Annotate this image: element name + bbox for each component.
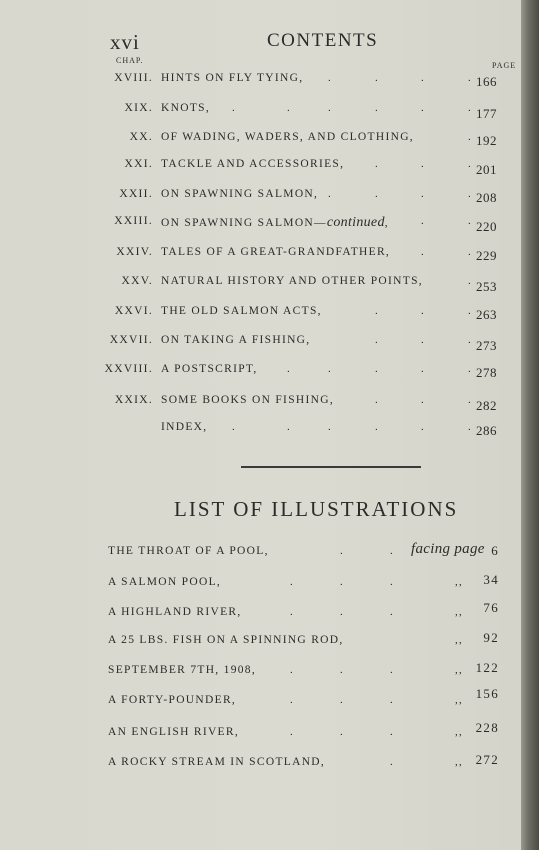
illustration-entry [0,720,521,746]
illustration-entry [0,686,521,714]
leader-dot: . [375,305,380,317]
leader-dot: . [390,606,395,618]
leader-dot: . [375,363,380,375]
contents-entry [0,305,521,325]
leader-dot: . [468,421,473,433]
leader-dot: . [328,421,333,433]
contents-entry [0,188,521,208]
chapter-title: OF WADING, WADERS, AND CLOTHING, [161,131,414,143]
chapter-number: XXII. [119,188,153,200]
contents-entry [0,72,521,92]
leader-dot: . [468,394,473,406]
illustration-page: 34 [483,572,499,587]
leader-dot: . [340,664,345,676]
ditto-mark: ,, [455,694,464,706]
chapter-title: THE OLD SALMON ACTS, [161,305,322,317]
illustration-page: 122 [475,660,499,675]
leader-dot: . [421,394,426,406]
leader-dot: . [390,576,395,588]
contents-entry [0,421,521,441]
leader-dot: . [340,694,345,706]
leader-dot: . [328,72,333,84]
leader-dot: . [390,756,395,768]
page-edge [521,0,539,850]
chapter-title: ON TAKING A FISHING, [161,334,311,346]
illustration-entry [0,541,521,565]
page-folio: xvi [110,30,140,54]
chapter-number: XVIII. [114,72,153,84]
ditto-mark: ,, [455,634,464,646]
illustration-title: A SALMON POOL, [108,576,222,588]
chapter-number: XXIII. [114,215,153,227]
chapter-title: A POSTSCRIPT, [161,363,258,375]
illustration-entry [0,572,521,596]
page-number: 273 [476,338,497,353]
leader-dot: . [375,158,380,170]
page-number: 177 [476,106,497,121]
leader-dot: . [468,246,473,258]
illustration-page: 272 [475,752,499,767]
leader-dot: . [290,726,295,738]
leader-dot: . [421,246,426,258]
leader-dot: . [468,363,473,375]
chapter-title: SOME BOOKS ON FISHING, [161,394,335,406]
illustration-entry [0,660,521,684]
chapter-title: KNOTS, [161,102,211,114]
chapter-title: ON SPAWNING SALMON—continued, [161,215,389,230]
chapter-number: XXV. [121,275,153,287]
leader-dot: . [468,102,473,114]
leader-dot: . [468,305,473,317]
leader-dot: . [421,421,426,433]
page-number: 253 [476,279,497,294]
leader-dot: . [340,545,345,557]
leader-dot: . [390,726,395,738]
illustration-entry [0,630,521,654]
leader-dot: . [375,72,380,84]
page-number: 201 [476,162,497,177]
chapter-number: XXVI. [114,305,153,317]
leader-dot: . [390,545,395,557]
illustration-page: 6 [491,543,499,558]
page-number: 220 [476,219,497,234]
page-number: 166 [476,74,497,89]
leader-dot: . [421,72,426,84]
leader-dot: . [287,421,292,433]
leader-dot: . [421,363,426,375]
page-number: 263 [476,307,497,322]
contents-entry [0,215,521,235]
illustration-title: A 25 LBS. FISH ON A SPINNING ROD, [108,634,344,646]
illustration-page: 228 [475,720,499,735]
leader-dot: . [328,363,333,375]
leader-dot: . [340,726,345,738]
illustration-title: SEPTEMBER 7TH, 1908, [108,664,257,676]
page-number: 286 [476,423,497,438]
leader-dot: . [375,102,380,114]
ditto-mark: ,, [455,756,464,768]
chapter-number: XXIV. [116,246,153,258]
leader-dot: . [468,158,473,170]
chapter-number: XXI. [124,158,153,170]
page-number: 229 [476,248,497,263]
leader-dot: . [375,188,380,200]
contents-entry [0,102,521,122]
contents-entry [0,394,521,414]
chapter-title: TALES OF A GREAT-GRANDFATHER, [161,246,391,258]
chapter-number: XXVIII. [104,363,153,375]
contents-entry [0,246,521,266]
leader-dot: . [468,275,473,287]
ditto-mark: ,, [455,606,464,618]
leader-dot: . [468,188,473,200]
leader-dot: . [328,102,333,114]
illustration-title: A HIGHLAND RIVER, [108,606,242,618]
leader-dot: . [421,305,426,317]
page-number: 278 [476,365,497,380]
illustration-title: THE THROAT OF A POOL, [108,545,269,557]
leader-dot: . [421,158,426,170]
illustrations-heading: LIST OF ILLUSTRATIONS [174,497,459,521]
chapter-number: XXVII. [109,334,153,346]
page-label: PAGE [492,61,517,70]
page-number: 208 [476,190,497,205]
section-divider [241,466,421,468]
chapter-number: XX. [129,131,153,143]
leader-dot: . [290,694,295,706]
leader-dot: . [468,131,473,143]
illustration-entry [0,752,521,776]
illustration-entry [0,600,521,626]
leader-dot: . [340,606,345,618]
ditto-mark: ,, [455,576,464,588]
leader-dot: . [290,576,295,588]
leader-dot: . [375,394,380,406]
facing-page-label: facing page [411,541,485,557]
contents-entry [0,275,521,295]
ditto-mark: ,, [455,726,464,738]
leader-dot: . [421,215,426,227]
leader-dot: . [421,334,426,346]
leader-dot: . [232,421,237,433]
leader-dot: . [232,102,237,114]
chapter-title: NATURAL HISTORY AND OTHER POINTS, [161,275,423,287]
leader-dot: . [390,664,395,676]
page-number: 282 [476,398,497,413]
contents-entry [0,131,521,151]
illustration-title: A FORTY-POUNDER, [108,694,237,706]
chapter-number: XXIX. [114,394,153,406]
page-number: 192 [476,133,497,148]
illustration-page: 92 [483,630,499,645]
leader-dot: . [375,334,380,346]
contents-entry [0,158,521,178]
leader-dot: . [287,363,292,375]
illustration-title: AN ENGLISH RIVER, [108,726,240,738]
leader-dot: . [390,694,395,706]
chapter-title: INDEX, [161,421,208,433]
leader-dot: . [421,102,426,114]
contents-entry [0,363,521,383]
leader-dot: . [468,334,473,346]
leader-dot: . [290,664,295,676]
chapter-title: ON SPAWNING SALMON, [161,188,319,200]
illustration-title: A ROCKY STREAM IN SCOTLAND, [108,756,326,768]
illustration-page: 156 [475,686,499,701]
ditto-mark: ,, [455,664,464,676]
leader-dot: . [287,102,292,114]
chapter-title: HINTS ON FLY TYING, [161,72,304,84]
leader-dot: . [340,576,345,588]
illustration-page: 76 [483,600,499,615]
leader-dot: . [290,606,295,618]
leader-dot: . [421,188,426,200]
running-head: CONTENTS [267,30,379,51]
leader-dot: . [328,188,333,200]
leader-dot: . [468,72,473,84]
chapter-title: TACKLE AND ACCESSORIES, [161,158,345,170]
leader-dot: . [468,215,473,227]
contents-entry [0,334,521,354]
leader-dot: . [375,421,380,433]
chapter-number: XIX. [124,102,153,114]
continued-italic: continued [326,215,385,230]
chap-label: CHAP. [116,56,144,65]
